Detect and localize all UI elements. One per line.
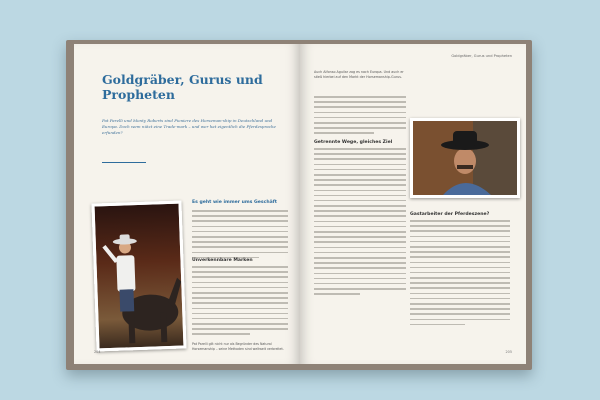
body-column-2 [192,266,288,339]
page-number-right: 205 [505,350,512,354]
page-number-left: 204 [94,350,101,354]
subheading: Unverkennbare Marken [192,258,253,263]
body-column-4 [314,148,406,298]
chapter-title: Goldgräber, Gurus und Propheten [102,72,263,102]
section-heading: Es geht wie immer ums Geschäft [192,200,277,205]
man-hat-photo [410,118,520,198]
body-column-1 [192,210,288,262]
running-header: Goldgräber, Gurus und Propheten [451,54,512,58]
subheading-1: Getrennte Wege, gleiches Ziel [314,140,393,145]
right-page [300,44,526,364]
body-column-5 [410,220,510,329]
left-page [74,44,300,364]
top-fragment: Auch Alfonso Aguilar zog es nach Europa. Und auch er stieß hierbei auf den Markt der Horsemanship-Gurus. [314,70,404,80]
cowboy-photo [91,200,186,351]
title-rule [102,162,146,163]
body-column-3 [314,96,406,138]
lead-text: Pat Parelli und Monty Roberts sind Pioniere des Horseman-ship in Deutschland und Europa. Doch wem nützt eine Trade-mark – und wer hat eigentlich die Pferdesprache erfunden? [102,118,276,135]
subheading-2: Gastarbeiter der Pferdeszene? [410,212,490,217]
photo-caption: Pat Parelli gilt nicht nur als Begründer des Natural Horsemanship – seine Methoden sind weltweit verbreitet. [192,342,284,351]
